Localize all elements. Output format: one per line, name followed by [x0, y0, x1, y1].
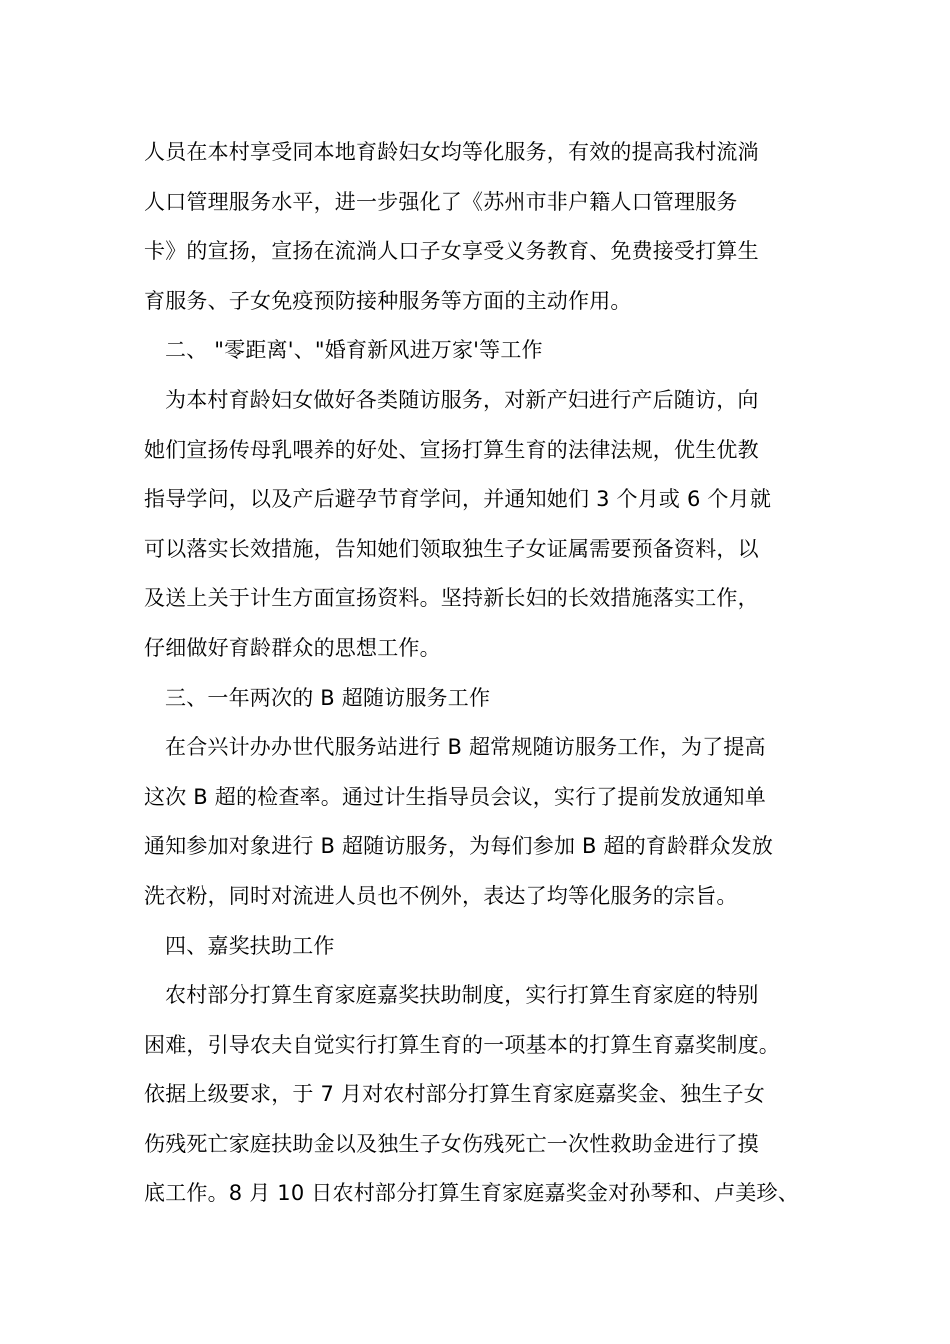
text-line: 三、一年两次的 B 超随访服务工作 — [165, 685, 491, 710]
text-line: 可以落实长效措施，告知她们领取独生子女证属需要预备资料，以 — [144, 536, 759, 561]
text-line: 这次 B 超的检查率。通过计生指导员会议，实行了提前发放通知单 — [144, 784, 766, 809]
text-line: 洗衣粉，同时对流进人员也不例外，表达了均等化服务的宗旨。 — [144, 883, 738, 908]
text-line: 在合兴计办办世代服务站进行 B 超常规随访服务工作，为了提高 — [165, 735, 766, 760]
text-line: 四、嘉奖扶助工作 — [165, 933, 335, 958]
text-line: 指导学问，以及产后避孕节育学问，并通知她们 3 个月或 6 个月就 — [144, 487, 772, 512]
text-line: 仔细做好育龄群众的思想工作。 — [144, 635, 441, 660]
text-line: 她们宣扬传母乳喂养的好处、宣扬打算生育的法律法规，优生优教 — [144, 437, 759, 462]
text-line: 通知参加对象进行 B 超随访服务，为每们参加 B 超的育龄群众发放 — [144, 834, 774, 859]
text-line: 及送上关于计生方面宣扬资料。坚持新长妇的长效措施落实工作， — [144, 586, 759, 611]
text-line: 依据上级要求，于 7 月对农村部分打算生育家庭嘉奖金、独生子女 — [144, 1082, 765, 1107]
text-line: 农村部分打算生育家庭嘉奖扶助制度，实行打算生育家庭的特别 — [165, 983, 759, 1008]
text-line: 为本村育龄妇女做好各类随访服务，对新产妇进行产后随访，向 — [165, 387, 759, 412]
text-line: 育服务、子女免疫预防接种服务等方面的主动作用。 — [144, 288, 632, 313]
document-body — [144, 128, 834, 1219]
text-line: 人员在本村享受同本地育龄妇女均等化服务，有效的提高我村流淌 — [144, 140, 759, 164]
text-line: 伤残死亡家庭扶助金以及独生子女伤残死亡一次性救助金进行了摸 — [144, 1131, 759, 1156]
text-line: 困难，引导农夫自觉实行打算生育的一项基本的打算生育嘉奖制度。 — [144, 1032, 780, 1057]
text-line: 底工作。8 月 10 日农村部分打算生育家庭嘉奖金对孙琴和、卢美珍、 — [144, 1181, 799, 1206]
text-line: 人口管理服务水平，进一步强化了《苏州市非户籍人口管理服务 — [144, 189, 738, 214]
text-line: 二、 "零距离'、"婚育新风进万家'等工作 — [165, 338, 543, 363]
text-line: 卡》的宣扬，宣扬在流淌人口子女享受义务教育、免费接受打算生 — [144, 239, 759, 264]
